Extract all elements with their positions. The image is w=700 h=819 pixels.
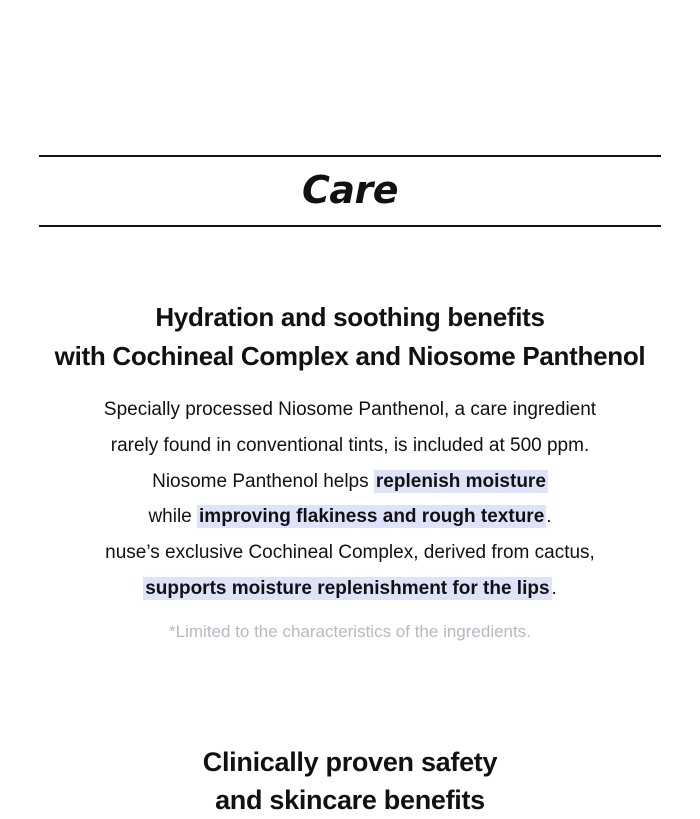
body-line-3-text: Niosome Panthenol helps <box>152 470 374 492</box>
title-top-rule <box>39 155 661 157</box>
body-line-4-suffix: . <box>546 506 552 528</box>
body-line-2: rarely found in conventional tints, is included at 500 ppm. <box>110 434 590 456</box>
body-line-1: Specially processed Niosome Panthenol, a care ingredient <box>103 399 597 420</box>
highlight-supports-moisture: supports moisture replenishment for the lips <box>145 577 550 599</box>
highlight-improving-flakiness: improving flakiness and rough texture <box>199 506 545 528</box>
section-title: Care <box>301 168 399 212</box>
disclaimer-note: *Limited to the characteristics of the ingredients. <box>169 622 531 641</box>
body-line-4-text: while <box>148 506 198 528</box>
body-line-5: nuse’s exclusive Cochineal Complex, derived from cactus, <box>105 542 595 564</box>
headline <box>0 298 700 376</box>
highlight-replenish-moisture: replenish moisture <box>375 470 546 492</box>
headline-line-1: Hydration and soothing benefits <box>155 302 545 332</box>
next-section-line-1: Clinically proven safety <box>202 747 498 777</box>
body-line-6-suffix: . <box>551 577 557 599</box>
body-line-3 <box>0 464 700 500</box>
next-section-heading <box>0 743 700 819</box>
headline-line-2: with Cochineal Complex and Niosome Panthenol <box>54 341 646 371</box>
body-line-4 <box>0 499 700 535</box>
body-paragraph <box>0 392 700 607</box>
next-section-line-2: and skincare benefits <box>215 785 485 815</box>
title-bottom-rule <box>39 225 661 227</box>
body-line-6 <box>0 571 700 607</box>
